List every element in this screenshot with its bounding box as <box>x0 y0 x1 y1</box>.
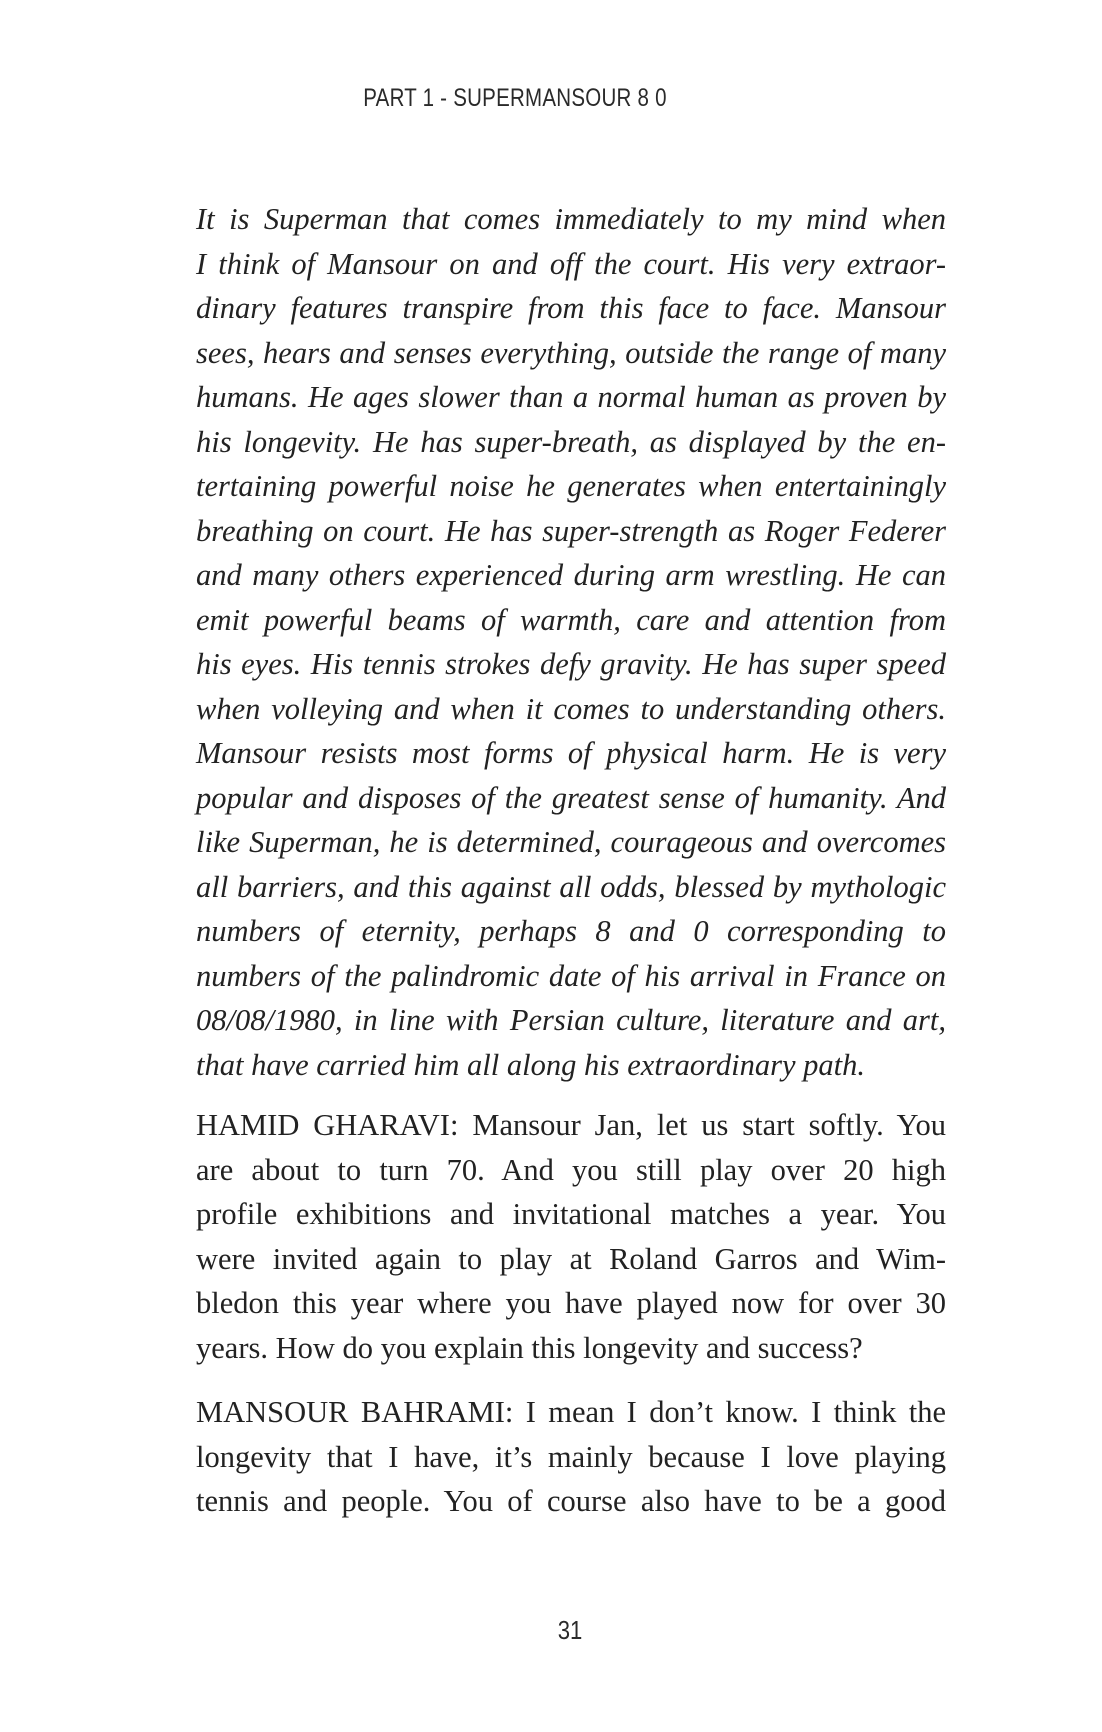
text-line: MANSOUR BAHRAMI: I mean I don’t know. I think the <box>196 1395 946 1429</box>
text-line: popular and disposes of the greatest sense of humanity. And <box>196 780 946 815</box>
text-line: were invited again to play at Roland Garros and Wim- <box>196 1241 946 1276</box>
text-line: his longevity. He has super-breath, as displayed by the en- <box>196 424 946 459</box>
text-line: tennis and people. You of course also have to be a good <box>196 1484 946 1518</box>
text-line: numbers of eternity, perhaps 8 and 0 corresponding to <box>196 914 946 948</box>
page-number: 31 <box>557 1615 583 1645</box>
interview-question-paragraph <box>196 1103 946 1370</box>
intro-paragraph <box>196 197 946 1087</box>
text-line: like Superman, he is determined, courageous and overcomes <box>196 825 946 859</box>
text-line: that have carried him all along his extraordinary path. <box>196 1047 865 1082</box>
text-line: dinary features transpire from this face to face. Mansour <box>196 291 946 325</box>
text-line: all barriers, and this against all odds, blessed by mythologic <box>196 869 946 904</box>
text-line: numbers of the palindromic date of his arrival in France on <box>196 958 946 993</box>
text-line: and many others experienced during arm wrestling. He can <box>196 558 946 592</box>
text-line: Mansour resists most forms of physical harm. He is very <box>196 736 946 770</box>
text-line: It is Superman that comes immediately to my mind when <box>196 202 946 236</box>
interview-answer-paragraph <box>196 1390 946 1524</box>
text-line: humans. He ages slower than a normal human as proven by <box>196 380 946 414</box>
text-line: his eyes. His tennis strokes defy gravity. He has super speed <box>196 647 946 681</box>
text-line: tertaining powerful noise he generates when entertainingly <box>196 469 946 503</box>
text-line: profile exhibitions and invitational matches a year. You <box>196 1197 946 1231</box>
running-header: PART 1 - SUPERMANSOUR 8 0 <box>363 84 667 112</box>
text-line: when volleying and when it comes to understanding others. <box>196 691 946 726</box>
text-line: sees, hears and senses everything, outside the range of many <box>196 335 946 370</box>
text-line: bledon this year where you have played now for over 30 <box>196 1286 946 1320</box>
text-line: I think of Mansour on and off the court. His very extraor- <box>196 246 946 281</box>
text-line: are about to turn 70. And you still play over 20 high <box>196 1152 946 1187</box>
text-line: HAMID GHARAVI: Mansour Jan, let us start softly. You <box>196 1108 946 1142</box>
text-line: longevity that I have, it’s mainly because I love playing <box>196 1439 946 1474</box>
text-line: 08/08/1980, in line with Persian culture, literature and art, <box>196 1003 946 1037</box>
text-line: years. How do you explain this longevity and success? <box>196 1330 863 1365</box>
text-line: emit powerful beams of warmth, care and attention from <box>196 602 946 637</box>
text-line: breathing on court. He has super-strength as Roger Federer <box>196 513 946 548</box>
